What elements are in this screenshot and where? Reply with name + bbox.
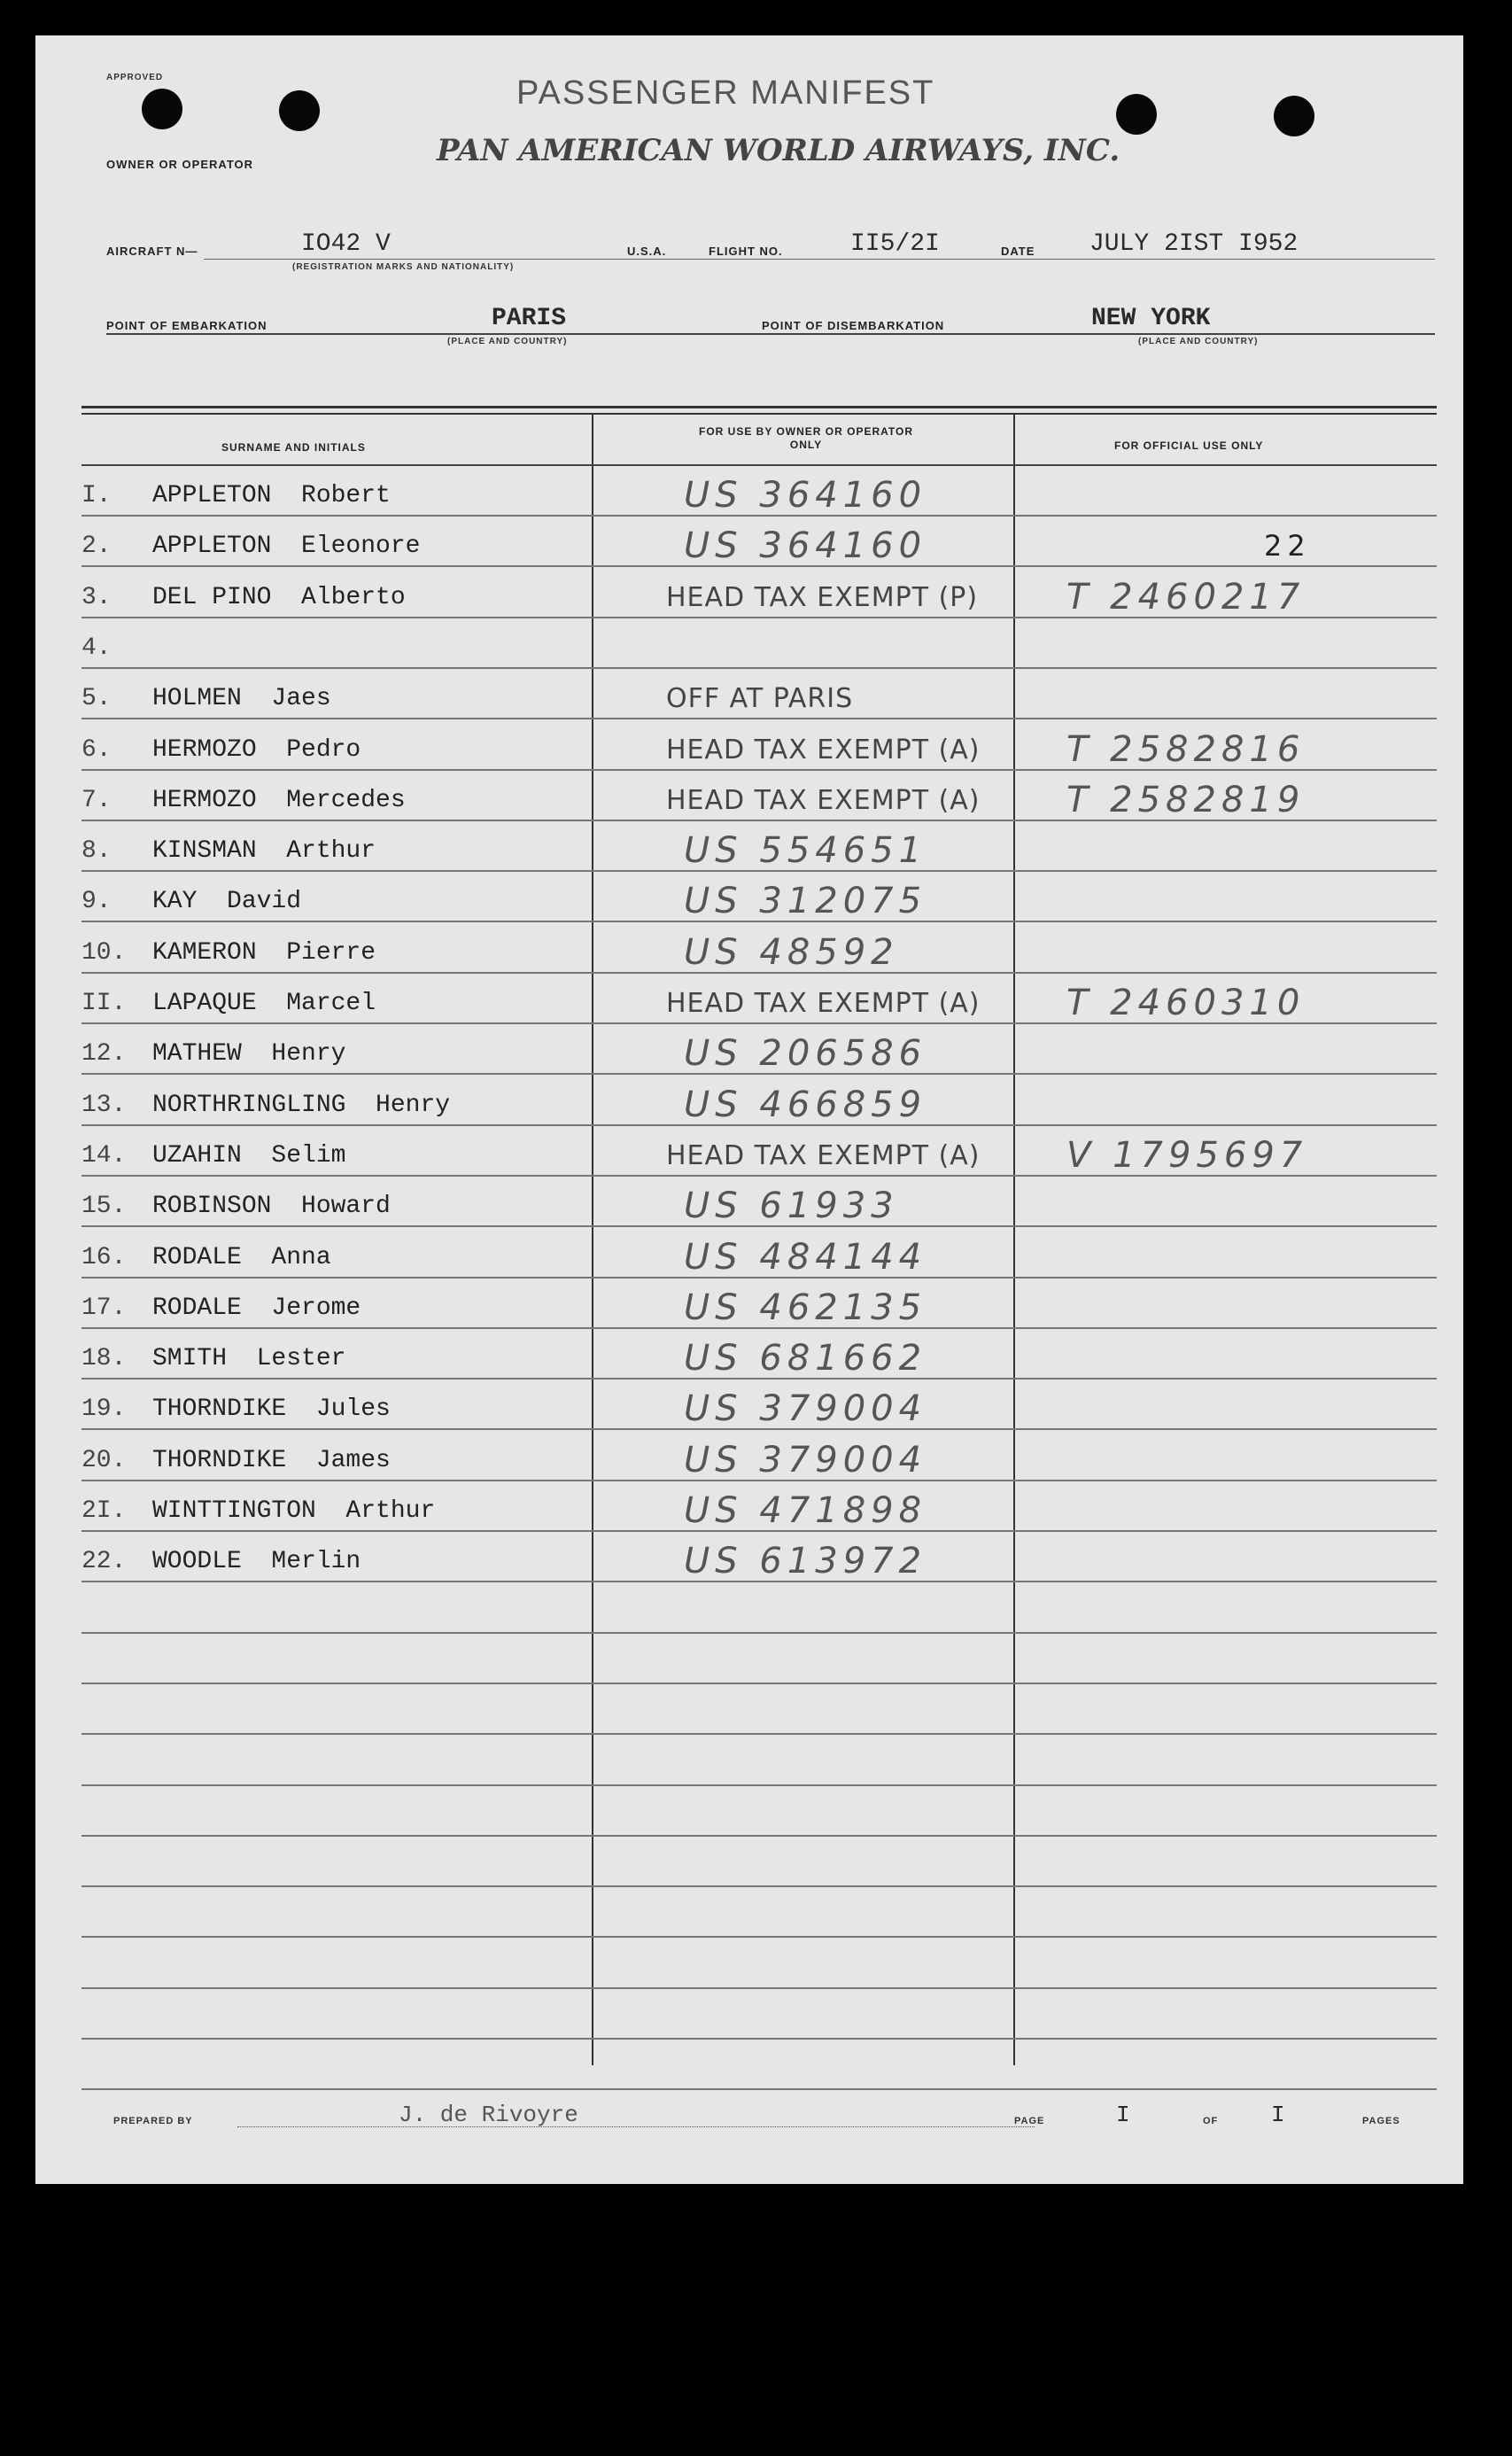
airline-name: PAN AMERICAN WORLD AIRWAYS, INC.: [437, 133, 1120, 168]
header-surname: SURNAME AND INITIALS: [221, 441, 366, 454]
passenger-name: DEL PINO Alberto: [152, 583, 406, 611]
official-use-entry: T 2582819: [1066, 779, 1306, 820]
row-number: 8.: [81, 837, 112, 866]
table-row: [81, 1532, 1437, 1582]
passenger-name: WINTTINGTON Arthur: [152, 1497, 436, 1525]
passenger-name: NORTHRINGLING Henry: [152, 1091, 451, 1119]
table-row: [81, 872, 1437, 922]
blank-table-row: [81, 1837, 1437, 1887]
row-number: 10.: [81, 938, 127, 967]
table-row: [81, 923, 1437, 974]
owner-use-entry: HEAD TAX EXEMPT (A): [666, 734, 981, 766]
punch-hole-left-2: [279, 90, 320, 131]
row-number: 18.: [81, 1345, 127, 1373]
table-top-rule-2: [81, 413, 1437, 415]
owner-use-entry: US 61933: [684, 1185, 899, 1227]
passenger-name: THORNDIKE Jules: [152, 1395, 391, 1424]
table-row: [81, 1329, 1437, 1380]
blank-table-row: [81, 1736, 1437, 1786]
official-use-entry: 22: [1264, 529, 1311, 563]
official-use-entry: T 2582816: [1066, 728, 1306, 770]
punch-hole-right-2: [1274, 96, 1314, 136]
official-use-entry: T 2460217: [1066, 576, 1306, 618]
row-number: 20.: [81, 1446, 127, 1474]
passenger-name: LAPAQUE Marcel: [152, 990, 376, 1017]
row-number: 5.: [81, 685, 112, 713]
row-number: 15.: [81, 1193, 127, 1221]
disembarkation-value: NEW YORK: [1091, 305, 1211, 332]
blank-table-row: [81, 1634, 1437, 1684]
table-row: [81, 720, 1437, 771]
row-number: 9.: [81, 888, 112, 916]
passenger-name: UZAHIN Selim: [152, 1141, 346, 1170]
flight-label: FLIGHT NO.: [709, 245, 783, 258]
table-row: [81, 1076, 1437, 1126]
embarkation-place-note: (PLACE AND COUNTRY): [447, 337, 568, 346]
punch-hole-left: [142, 89, 182, 129]
owner-use-entry: US 484144: [684, 1236, 927, 1278]
table-top-rule-1: [81, 406, 1437, 408]
owner-use-entry: US 379004: [684, 1439, 927, 1481]
row-number: 3.: [81, 583, 112, 611]
table-row: [81, 1380, 1437, 1430]
passenger-name: KAMERON Pierre: [152, 938, 376, 967]
row-number: 16.: [81, 1243, 127, 1271]
passenger-name: THORNDIKE James: [152, 1446, 391, 1474]
blank-table-row: [81, 1583, 1437, 1634]
owner-use-entry: US 312075: [684, 881, 927, 922]
row-number: I.: [81, 482, 112, 509]
manifest-title: PASSENGER MANIFEST: [516, 74, 935, 112]
blank-table-row: [81, 1887, 1437, 1938]
embarkation-label: POINT OF EMBARKATION: [106, 319, 268, 332]
date-value: JULY 2IST I952: [1089, 230, 1299, 258]
passenger-name: APPLETON Eleonore: [152, 532, 421, 561]
row-number: 4.: [81, 633, 112, 662]
owner-use-entry: US 462135: [684, 1286, 927, 1328]
passenger-name: HERMOZO Pedro: [152, 735, 361, 764]
row-number: 7.: [81, 786, 112, 814]
table-row: [81, 1126, 1437, 1177]
registration-note: (REGISTRATION MARKS AND NATIONALITY): [292, 262, 515, 272]
date-label: DATE: [1001, 245, 1035, 258]
owner-use-entry: US 364160: [684, 525, 927, 567]
disembarkation-label: POINT OF DISEMBARKATION: [762, 319, 945, 332]
row-number: 22.: [81, 1548, 127, 1576]
blank-table-row: [81, 1786, 1437, 1837]
owner-use-entry: US 206586: [684, 1033, 927, 1075]
table-row: [81, 974, 1437, 1024]
table-row: [81, 568, 1437, 618]
owner-use-entry: OFF AT PARIS: [666, 683, 854, 715]
prepared-by-value: J. de Rivoyre: [399, 2102, 578, 2128]
row-number: 12.: [81, 1040, 127, 1069]
punch-hole-right: [1116, 94, 1157, 135]
official-use-entry: V 1795697: [1066, 1134, 1308, 1176]
of-label: OF: [1203, 2116, 1219, 2126]
row-number: 6.: [81, 735, 112, 764]
owner-use-entry: US 613972: [684, 1541, 927, 1582]
flight-value: II5/2I: [850, 230, 940, 258]
page-value: I: [1116, 2102, 1130, 2128]
table-row: [81, 1177, 1437, 1227]
table-row: [81, 1024, 1437, 1075]
row-number: 14.: [81, 1141, 127, 1170]
blank-table-row: [81, 1939, 1437, 1989]
pages-value: I: [1271, 2102, 1285, 2128]
manifest-page: [35, 35, 1463, 2184]
passenger-name: RODALE Anna: [152, 1243, 331, 1271]
table-row: [81, 1279, 1437, 1329]
passenger-name: KINSMAN Arthur: [152, 837, 376, 866]
approved-stamp: APPROVED: [106, 73, 164, 82]
aircraft-value: IO42 V: [301, 230, 391, 258]
passenger-name: WOODLE Merlin: [152, 1548, 361, 1576]
row-rule: [81, 2088, 1437, 2090]
embarkation-line: [106, 333, 1435, 335]
table-row: [81, 618, 1437, 669]
owner-use-entry: US 364160: [684, 475, 927, 516]
embarkation-value: PARIS: [492, 305, 567, 332]
usa-label: U.S.A.: [627, 245, 667, 258]
row-number: 2.: [81, 532, 112, 561]
passenger-name: APPLETON Robert: [152, 482, 391, 509]
table-row: [81, 466, 1437, 517]
table-row: [81, 517, 1437, 567]
table-row: [81, 1481, 1437, 1532]
owner-use-entry: US 466859: [684, 1084, 927, 1125]
pages-label: PAGES: [1362, 2116, 1400, 2126]
disembarkation-place-note: (PLACE AND COUNTRY): [1138, 337, 1259, 346]
table-row: [81, 821, 1437, 872]
page-label: PAGE: [1014, 2116, 1045, 2126]
header-official-use: FOR OFFICIAL USE ONLY: [1114, 439, 1264, 452]
owner-label: OWNER OR OPERATOR: [106, 158, 254, 171]
flight-line: [204, 259, 1435, 260]
table-row: [81, 1228, 1437, 1279]
owner-use-entry: HEAD TAX EXEMPT (A): [666, 784, 981, 816]
owner-use-entry: US 681662: [684, 1338, 927, 1380]
row-number: 2I.: [81, 1497, 127, 1525]
owner-use-entry: US 379004: [684, 1388, 927, 1430]
blank-table-row: [81, 2040, 1437, 2090]
row-number: 13.: [81, 1091, 127, 1119]
row-number: 17.: [81, 1294, 127, 1322]
owner-use-entry: US 471898: [684, 1490, 927, 1531]
owner-use-entry: HEAD TAX EXEMPT (A): [666, 1139, 981, 1171]
owner-use-entry: HEAD TAX EXEMPT (A): [666, 988, 981, 1019]
passenger-name: ROBINSON Howard: [152, 1193, 391, 1221]
passenger-name: KAY David: [152, 888, 302, 916]
passenger-name: RODALE Jerome: [152, 1294, 361, 1322]
owner-use-entry: US 48592: [684, 931, 899, 973]
prepared-by-label: PREPARED BY: [113, 2116, 193, 2126]
blank-table-row: [81, 1989, 1437, 2040]
owner-use-entry: US 554651: [684, 830, 927, 872]
aircraft-label: AIRCRAFT N—: [106, 245, 198, 258]
table-row: [81, 1431, 1437, 1481]
passenger-name: HOLMEN Jaes: [152, 685, 331, 713]
passenger-name: MATHEW Henry: [152, 1040, 346, 1069]
official-use-entry: T 2460310: [1066, 983, 1306, 1023]
passenger-name: HERMOZO Mercedes: [152, 786, 406, 814]
prepared-by-line: [237, 2126, 1035, 2127]
blank-table-row: [81, 1684, 1437, 1735]
owner-use-entry: HEAD TAX EXEMPT (P): [666, 581, 979, 613]
passenger-name: SMITH Lester: [152, 1345, 346, 1373]
header-owner-use: FOR USE BY OWNER OR OPERATOR ONLY: [698, 425, 914, 451]
row-number: 19.: [81, 1395, 127, 1424]
table-row: [81, 771, 1437, 821]
row-number: II.: [81, 990, 127, 1017]
table-row: [81, 669, 1437, 719]
